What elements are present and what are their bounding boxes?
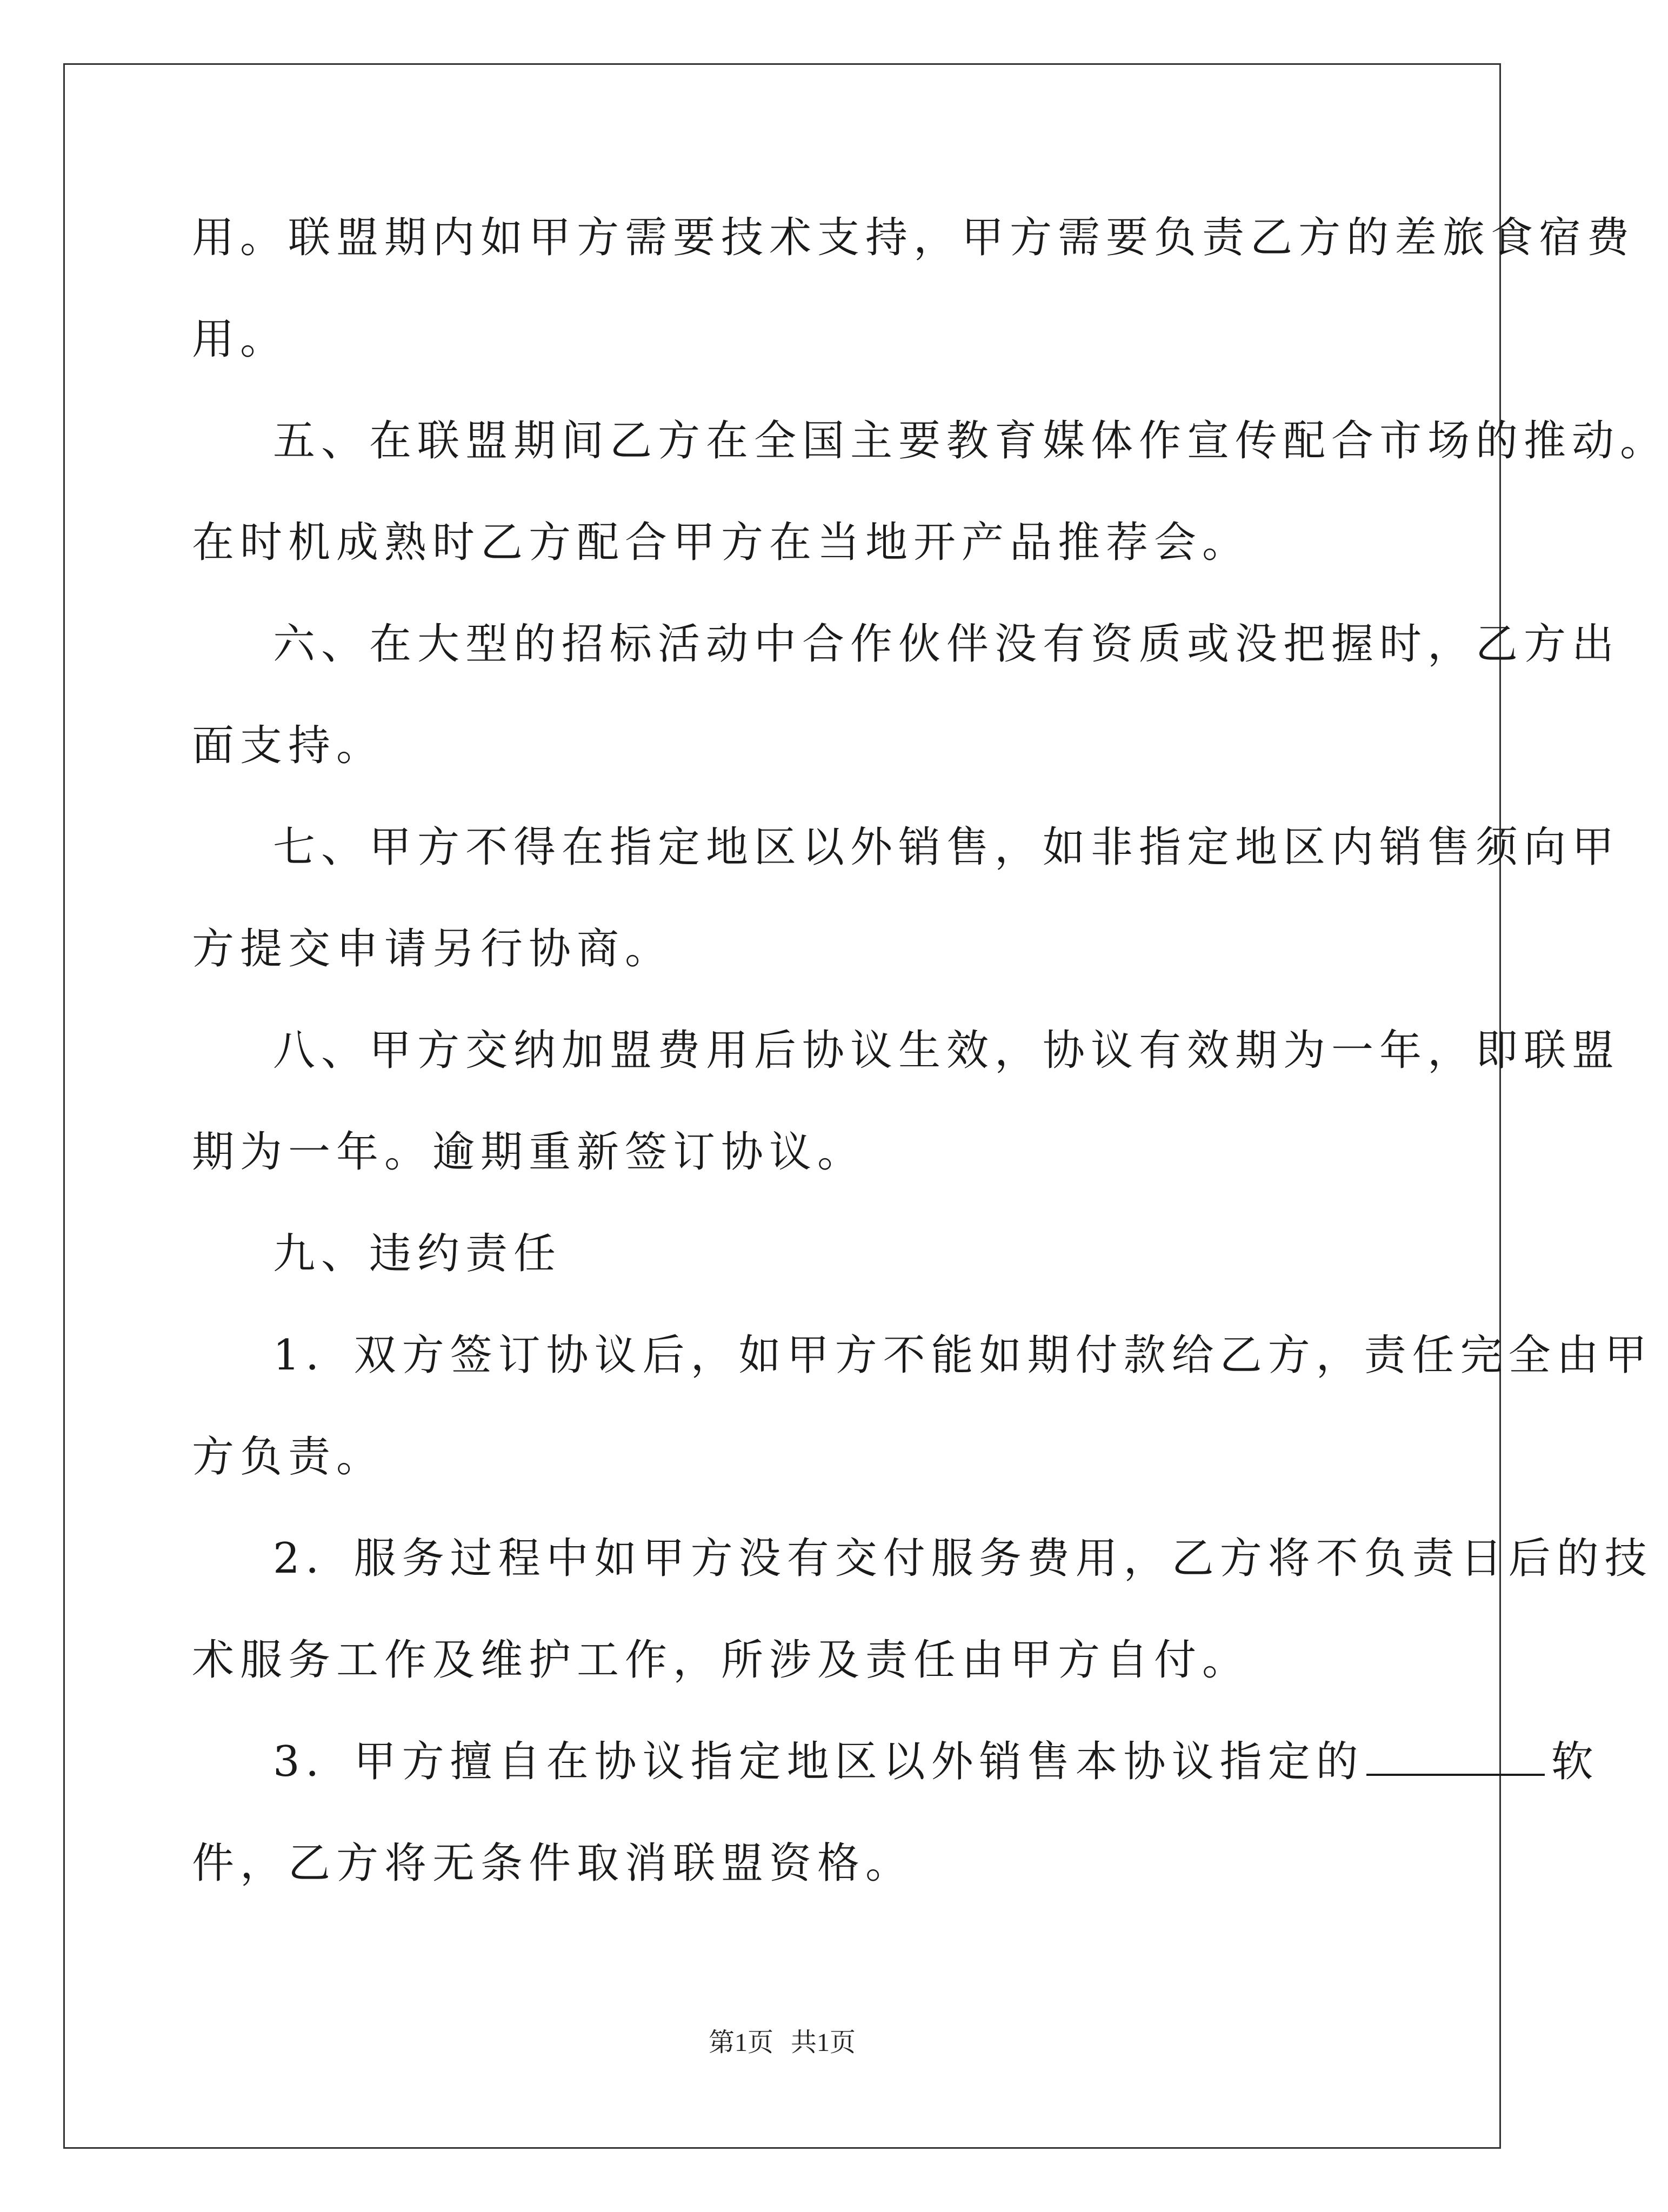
clause-text: 3．甲方擅自在协议指定地区以外销售本协议指定的 <box>273 1737 1364 1786</box>
text-line: 用。联盟期内如甲方需要技术支持，甲方需要负责乙方的差旅食宿费 <box>192 213 1636 262</box>
text-line: 术服务工作及维护工作，所涉及责任由甲方自付。 <box>192 1636 1251 1685</box>
text-line: 在时机成熟时乙方配合甲方在当地开产品推荐会。 <box>192 518 1251 567</box>
text-line: 期为一年。逾期重新签订协议。 <box>192 1128 866 1177</box>
liability-item-2-line: 2．服务过程中如甲方没有交付服务费用，乙方将不负责日后的技 <box>273 1534 1653 1583</box>
clause-7-heading-line: 七、甲方不得在指定地区以外销售，如非指定地区内销售须向甲 <box>273 823 1620 872</box>
text-line: 面支持。 <box>192 721 385 770</box>
text-line: 方负责。 <box>192 1433 385 1481</box>
liability-item-3-line <box>192 1729 1599 1794</box>
liability-item-1-line: 1．双方签订协议后，如甲方不能如期付款给乙方，责任完全由甲 <box>273 1331 1653 1380</box>
page-footer <box>0 2021 1564 2059</box>
clause-8-heading-line: 八、甲方交纳加盟费用后协议生效，协议有效期为一年，即联盟 <box>273 1026 1620 1075</box>
text-line: 件，乙方将无条件取消联盟资格。 <box>192 1839 914 1888</box>
section-heading-liability: 九、违约责任 <box>273 1229 562 1278</box>
clause-5-heading-line: 五、在联盟期间乙方在全国主要教育媒体作宣传配合市场的推动。 <box>273 417 1668 465</box>
fill-in-blank <box>1366 1738 1545 1776</box>
clause-6-heading-line: 六、在大型的招标活动中合作伙伴没有资质或没把握时，乙方出 <box>273 620 1620 669</box>
text-line: 用。 <box>192 315 289 364</box>
page-number: 第1页 <box>708 2028 773 2057</box>
page-total: 共1页 <box>791 2028 856 2057</box>
text-line: 方提交申请另行协商。 <box>192 925 673 973</box>
clause-text: 软 <box>1551 1737 1599 1786</box>
